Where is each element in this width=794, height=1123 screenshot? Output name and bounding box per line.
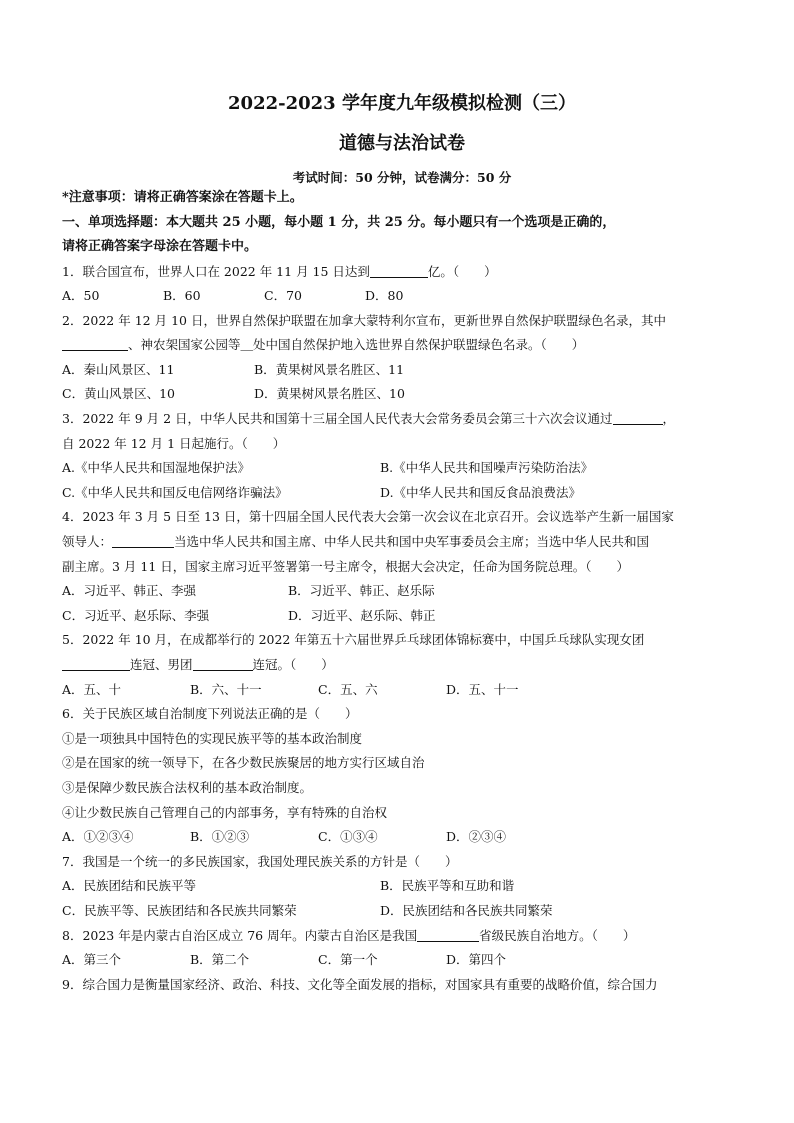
answer-blank (370, 263, 428, 278)
notice: *注意事项：请将正确答案涂在答题卡上。 (62, 190, 303, 205)
statement-4: ④让少数民族自己管理自己的内部事务，享有特殊的自治权 (62, 804, 388, 820)
option: B．黄果树风景名胜区、11 (254, 361, 405, 377)
question-4-cont: 副主席。3 月 11 日，国家主席习近平签署第一号主席令，根据大会决定，任命为国务院总理。（ ） (62, 558, 630, 574)
question-2-options (62, 382, 742, 407)
question-2-options (62, 358, 742, 383)
option: C．70 (264, 288, 302, 304)
question-6-options (62, 825, 742, 850)
option: D.《中华人民共和国反食品浪费法》 (380, 484, 582, 500)
exam-page (62, 92, 742, 997)
section-instruction-2: 请将正确答案字母涂在答题卡中。 (62, 239, 258, 254)
question-4: 4．2023 年 3 月 5 日至 13 日，第十四届全国人民代表大会第一次会议在北京召开。会议选举产生新一届国家 (62, 509, 674, 525)
option: A．民族团结和民族平等 (62, 878, 197, 894)
answer-blank (62, 656, 130, 671)
answer-blank (613, 410, 663, 425)
option: D．五、十一 (446, 681, 519, 697)
option: A．秦山风景区、11 (62, 361, 175, 377)
option: B．①②③ (190, 829, 250, 845)
question-5-cont: 连冠、男团 连冠。（ ） (62, 653, 742, 678)
question-9: 9．综合国力是衡量国家经济、政治、科技、文化等全面发展的指标，对国家具有重要的战略价值，综合国力 (62, 976, 658, 992)
option: D．第四个 (446, 952, 507, 968)
exam-subtitle: 道德与法治试卷 (339, 133, 465, 154)
question-7-options (62, 874, 742, 899)
option: D．习近平、赵乐际、韩正 (288, 607, 436, 623)
question-8: 8．2023 年是内蒙古自治区成立 76 周年。内蒙古自治区是我国 省级民族自治地方。（ ） (62, 927, 636, 943)
statement-1: ①是一项独具中国特色的实现民族平等的基本政治制度 (62, 730, 363, 746)
option: D．②③④ (446, 829, 507, 845)
option: B．60 (163, 288, 201, 304)
option: B．第二个 (190, 952, 250, 968)
statement-3: ③是保障少数民族合法权利的基本政治制度。 (62, 779, 313, 795)
option: C．①③④ (318, 829, 378, 845)
question-7: 7．我国是一个统一的多民族国家，我国处理民族关系的方针是（ ） (62, 853, 458, 869)
option: B.《中华人民共和国噪声污染防治法》 (380, 460, 594, 476)
option: C．习近平、赵乐际、李强 (62, 607, 210, 623)
question-8-options (62, 948, 742, 973)
question-7-options (62, 899, 742, 924)
option: A．①②③④ (62, 829, 134, 845)
section-instruction-1: 一、单项选择题：本大题共 25 小题，每小题 1 分，共 25 分。每小题只有一个选项是正确的， (62, 214, 616, 230)
statement-2: ②是在国家的统一领导下，在各少数民族聚居的地方实行区域自治 (62, 755, 425, 771)
exam-title: 2022-2023 学年度九年级模拟检测（三） (228, 93, 576, 114)
question-3-cont: 自 2022 年 12 月 1 日起施行。（ ） (62, 435, 286, 451)
question-1: 1．联合国宣布，世界人口在 2022 年 11 月 15 日达到 亿。（ ） (62, 263, 497, 279)
option: D．民族团结和各民族共同繁荣 (380, 902, 553, 918)
question-3-options (62, 456, 742, 481)
option: B．习近平、韩正、赵乐际 (288, 583, 435, 599)
question-4-options (62, 604, 742, 629)
option: C．黄山风景区、10 (62, 386, 175, 402)
question-3-options (62, 481, 742, 506)
option: C．五、六 (318, 681, 378, 697)
option: A．习近平、韩正、李强 (62, 583, 197, 599)
answer-blank (112, 533, 174, 548)
question-5: 5．2022 年 10 月，在成都举行的 2022 年第五十六届世界乒乓球团体锦标赛中，中国乒乓球队实现女团 (62, 632, 645, 648)
option: A.《中华人民共和国湿地保护法》 (62, 460, 251, 476)
option: D．黄果树风景名胜区、10 (254, 386, 405, 402)
option: A．50 (62, 288, 100, 304)
question-4-options (62, 579, 742, 604)
question-5-options (62, 678, 742, 703)
question-1-options (62, 284, 742, 309)
option: C．第一个 (318, 952, 378, 968)
question-2: 2．2022 年 12 月 10 日，世界自然保护联盟在加拿大蒙特利尔宣布，更新世界自然保护联盟绿色名录，其中 (62, 312, 666, 328)
question-3: 3．2022 年 9 月 2 日，中华人民共和国第十三届全国人民代表大会常务委员会第三十六次会议通过 ， (62, 411, 676, 427)
option: C．民族平等、民族团结和各民族共同繁荣 (62, 902, 297, 918)
answer-blank (62, 336, 128, 351)
option: A．第三个 (62, 952, 122, 968)
answer-blank (417, 927, 479, 942)
option: C.《中华人民共和国反电信网络诈骗法》 (62, 484, 288, 500)
option: B．六、十一 (190, 681, 262, 697)
option: B．民族平等和互助和谐 (380, 878, 515, 894)
option: A．五、十 (62, 681, 122, 697)
exam-meta: 考试时间：50 分钟，试卷满分：50 分 (292, 170, 512, 185)
question-4-cont: 领导人： 当选中华人民共和国主席、中华人民共和国中央军事委员会主席；当选中华人民共和国 (62, 534, 650, 550)
option: D．80 (365, 288, 404, 304)
answer-blank (193, 656, 253, 671)
question-2-cont: 、神农架国家公园等＿处中国自然保护地入选世界自然保护联盟绿色名录。（ ） (62, 333, 742, 358)
question-6: 6．关于民族区域自治制度下列说法正确的是（ ） (62, 706, 358, 722)
